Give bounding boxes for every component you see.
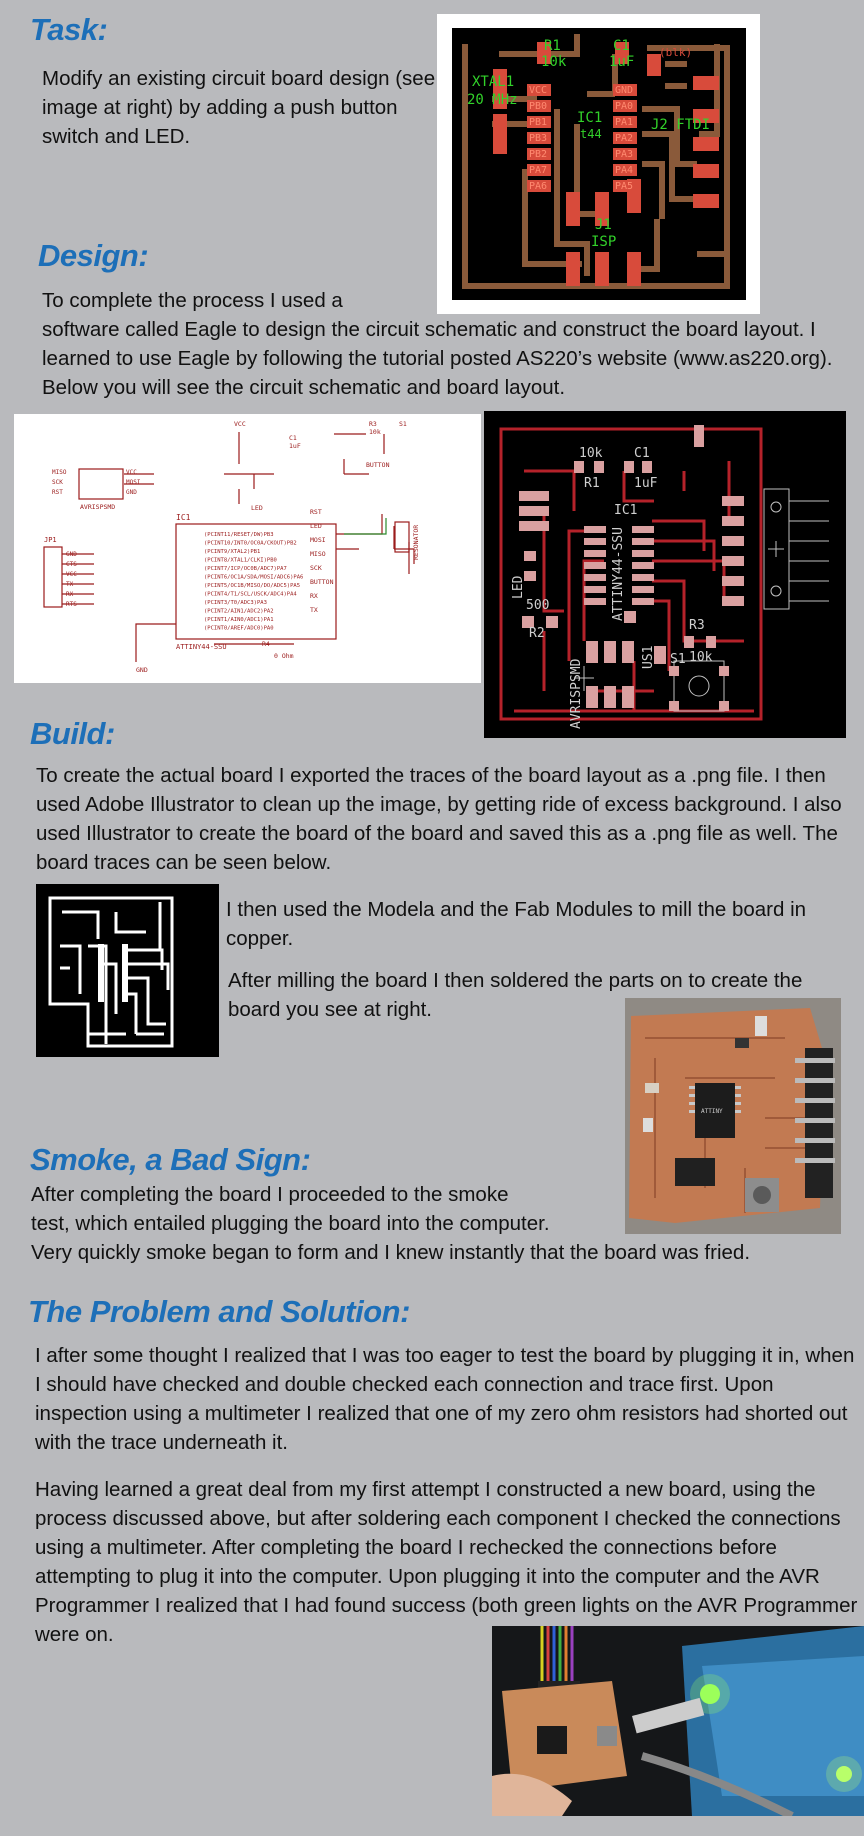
schematic-figure (14, 414, 481, 683)
board-layout-image (484, 411, 846, 738)
success-photo (492, 1626, 864, 1816)
sch-ic1-label: IC1 (176, 513, 191, 522)
sch-avr-pin-label: GND (126, 489, 137, 496)
sch-net-label: BUTTON (310, 578, 334, 586)
sch-chip-label: ATTINY44-SSU (176, 643, 227, 651)
sch-net-label: RX (310, 592, 318, 600)
problem-para1: I after some thought I realized that I was too eager to test the board by plugging it in, when I should have checked and double checked each connection and trace first. Upon inspection using a multimeter I realized that one of my zero ohm resistors had shorted out with the trace underneath it. (35, 1344, 855, 1454)
layout-ic1-label: IC1 (614, 503, 638, 518)
success-photo-image (492, 1626, 864, 1816)
problem-heading: The Problem and Solution: (28, 1294, 410, 1329)
layout-led-label: LED (511, 575, 526, 599)
original-board-image (437, 14, 760, 314)
sch-c1-label: C1 (289, 434, 297, 442)
sch-resonator-label: RESONATOR (412, 524, 420, 560)
board-layout-figure (484, 411, 846, 738)
sch-avr-pin-label: MOSI (126, 479, 141, 486)
orig-right-pin-label: PA1 (615, 117, 634, 128)
layout-r2-label: R2 (529, 626, 545, 641)
design-heading: Design: (38, 238, 149, 273)
sch-avr-pin-label: VCC (126, 469, 137, 476)
orig-xtal-value: 20 MHz (467, 92, 518, 108)
design-text: software called Eagle to design the circuit schematic and construct the board layout. I learned to use Eagle by following the tutorial posted AS220’s website (www.as220.org). Below you will see the circuit schematic and board layout. (42, 318, 833, 399)
mill-text: I then used the Modela and the Fab Modules to mill the board in copper. (226, 898, 807, 950)
sch-ic-pin-label: (PCINT5/OC1B/MISO/DO/ADC5)PA5 (204, 583, 301, 589)
layout-avr-label: AVRISPSMD (569, 658, 584, 729)
soldered-board-image (625, 998, 841, 1234)
sch-ic-pin-label: (PCINT11/RESET/DW)PB3 (204, 532, 274, 538)
layout-r3-label: R3 (689, 618, 705, 633)
sch-avr-pin-label: MISO (52, 469, 67, 476)
sch-net-label: MISO (310, 550, 326, 558)
layout-us1-label: US1 (641, 645, 656, 669)
task-text: Modify an existing circuit board design (see image at right) by adding a push button switch and LED. (42, 67, 436, 148)
sch-ic-pin-label: (PCINT3/T0/ADC3)PA3 (204, 600, 267, 606)
layout-chip-label: ATTINY44-SSU (611, 527, 626, 621)
orig-right-pin-label: PA2 (615, 133, 634, 144)
smoke-text-line3: Very quickly smoke began to form and I knew instantly that the board was fried. (31, 1241, 751, 1264)
sch-net-label: LED (310, 522, 322, 530)
sch-ic-pin-label: (PCINT1/AIN0/ADC1)PA1 (204, 617, 274, 623)
board-traces-image (36, 884, 219, 1057)
sch-s1-label: S1 (399, 420, 407, 428)
orig-left-pin-label: PB0 (529, 101, 548, 112)
sch-avr-pin-label: SCK (52, 479, 63, 486)
orig-c1-value: 1uF (609, 54, 635, 70)
sch-vcc-label: VCC (234, 420, 246, 428)
sch-ic-pin-label: (PCINT6/OC1A/SDA/MOSI/ADC6)PA6 (204, 574, 304, 581)
orig-right-pin-label: PA3 (615, 149, 634, 160)
orig-left-pin-label: PB1 (529, 117, 548, 128)
layout-s1-label: S1 (670, 652, 686, 667)
soldered-board-photo (625, 998, 841, 1234)
orig-c1-label: C1 (613, 38, 630, 54)
sch-jp-pin-label: GND (66, 551, 77, 558)
sch-c1-value: 1uF (289, 442, 301, 450)
sch-ic-pin-label: (PCINT4/T1/SCL/USCK/ADC4)PA4 (204, 591, 297, 598)
smoke-text-line1: After completing the board I proceeded to the smoke (31, 1183, 509, 1206)
orig-left-pin-label: PB2 (529, 149, 548, 160)
sch-jp-pin-label: RTS (66, 601, 77, 608)
layout-r3-value: 10k (689, 650, 713, 665)
sch-ic-pin-label: (PCINT2/AIN1/ADC2)PA2 (204, 608, 274, 615)
problem-para2: Having learned a great deal from my first attempt I constructed a new board, using the process discussed above, but after soldering each component I checked the connections using a multimeter. After completing the board I rechecked the connections before attempting to plug it into the computer. Upon plugging it into the computer and the AVR Programmer I realized that I had found success (both green lights on the AVR Programmer were on. (35, 1478, 858, 1646)
sch-jp-pin-label: VCC (66, 571, 77, 578)
sch-jp1-label: JP1 (44, 536, 57, 544)
sch-net-label: MOSI (310, 536, 326, 544)
orig-j1-label: J1 (595, 217, 612, 233)
sch-r4-label: R4 (262, 640, 270, 648)
sch-r3-label: R3 (369, 420, 377, 428)
schematic-image (14, 414, 481, 683)
layout-c1-value: 1uF (634, 476, 658, 491)
sch-ic-pin-label: (PCINT10/INT0/OC0A/CKOUT)PB2 (204, 540, 297, 547)
sch-led-label: LED (251, 504, 263, 512)
orig-right-pin-label: PA0 (615, 101, 634, 112)
sch-net-label: TX (310, 606, 318, 614)
sch-jp-pin-label: RX (66, 591, 74, 598)
orig-ftdi-label: J2 FTDI (651, 117, 711, 133)
orig-r1-value: 10k (541, 54, 567, 70)
orig-xtal-label: XTAL1 (472, 74, 515, 90)
layout-r1-value: 10k (579, 446, 603, 461)
sch-r3-value: 10k (369, 428, 381, 436)
orig-left-pin-label: PA6 (529, 181, 548, 192)
sch-ic-pin-label: (PCINT7/ICP/OC0B/ADC7)PA7 (204, 566, 287, 572)
orig-ic1-value: t44 (580, 127, 602, 141)
orig-right-pin-label: GND (615, 85, 634, 96)
task-heading: Task: (30, 12, 108, 47)
build-heading: Build: (30, 716, 115, 751)
sch-net-label: RST (310, 508, 322, 516)
orig-left-pin-label: VCC (529, 85, 548, 96)
sch-button-label: BUTTON (366, 461, 390, 469)
sch-ic-pin-label: (PCINT0/AREF/ADC0)PA0 (204, 625, 274, 632)
orig-right-pin-label: PA5 (615, 181, 634, 192)
orig-left-pin-label: PA7 (529, 165, 548, 176)
orig-blk-label: (blk) (659, 46, 693, 59)
orig-right-pin-label: PA4 (615, 165, 634, 176)
board-traces-figure (36, 884, 219, 1057)
sch-jp-pin-label: CTS (66, 561, 77, 568)
sch-avr-label: AVRISPSMD (80, 503, 116, 511)
orig-ic1-label: IC1 (577, 110, 603, 126)
orig-isp-label: ISP (591, 234, 617, 250)
sch-gnd-label: GND (136, 666, 148, 674)
layout-c1-label: C1 (634, 446, 650, 461)
layout-r1-label: R1 (584, 476, 600, 491)
smoke-heading: Smoke, a Bad Sign: (30, 1142, 311, 1177)
layout-r2-value: 500 (526, 598, 550, 613)
sch-ohm-label: 0 Ohm (274, 652, 294, 660)
sch-ic-pin-label: (PCINT8/XTAL1/CLKI)PB0 (204, 557, 277, 564)
orig-r1-label: R1 (544, 38, 561, 54)
sch-ic-pin-label: (PCINT9/XTAL2)PB1 (204, 549, 261, 555)
original-board-figure (437, 14, 760, 314)
sch-avr-pin-label: RST (52, 489, 63, 496)
sch-net-label: SCK (310, 564, 322, 572)
build-text: To create the actual board I exported the traces of the board layout as a .png file. I then used Adobe Illustrator to clean up the image, by getting ride of excess background. I also used Illustrator to create the board of the board and saved this as a .png file as well. The board traces can be seen below. (36, 764, 842, 874)
orig-left-pin-label: PB3 (529, 133, 548, 144)
smoke-text-line2: test, which entailed plugging the board into the computer. (31, 1212, 550, 1235)
solder-text: After milling the board I then soldered the parts on to create the board you see at right. (228, 969, 803, 1021)
design-text-line1: To complete the process I used a (42, 289, 343, 312)
sch-jp-pin-label: TX (66, 581, 74, 588)
photo-chip-text: ATTINY (701, 1108, 723, 1115)
